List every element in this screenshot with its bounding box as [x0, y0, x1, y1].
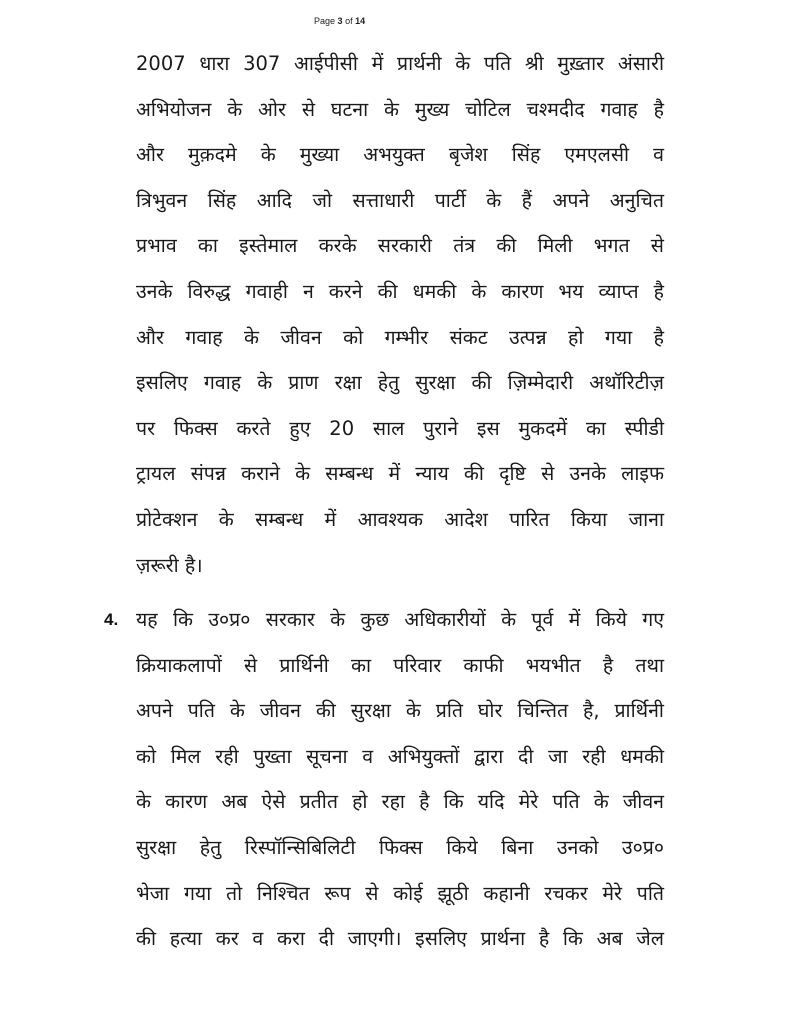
- text-line: अभियोजन के ओर से घटना के मुख्य चोटिल चश्मदीद गवाह है: [136, 97, 664, 121]
- text-line: इसलिए गवाह के प्राण रक्षा हेतु सुरक्षा की ज़िम्मेदारी अथॉरिटीज़: [136, 371, 664, 395]
- text-line: पर फिक्स करते हुए 20 साल पुराने इस मुकदमें का स्पीडी: [136, 416, 664, 440]
- text-line: सुरक्षा हेतु रिस्पॉन्सिबिलिटी फिक्स किये बिना उनको उ०प्र०: [136, 835, 664, 859]
- page-current: 3: [337, 16, 343, 26]
- text-line: के कारण अब ऐसे प्रतीत हो रहा है कि यदि मेरे पति के जीवन: [136, 790, 664, 814]
- list-item-number: 4.: [104, 610, 119, 629]
- text-line: यह कि उ०प्र० सरकार के कुछ अधिकारीयों के पूर्व में किये गए: [136, 608, 664, 631]
- text-line: की हत्या कर व करा दी जाएगी। इसलिए प्रार्थना है कि अब जेल: [136, 927, 664, 951]
- text-line: अपने पति के जीवन की सुरक्षा के प्रति घोर चिन्तित है, प्रार्थिनी: [136, 699, 664, 723]
- page-number: [314, 16, 365, 26]
- text-line: प्रोटेक्शन के सम्बन्ध में आवश्यक आदेश पारित किया जाना: [136, 507, 664, 531]
- text-line: प्रभाव का इस्तेमाल करके सरकारी तंत्र की मिली भगत से: [136, 234, 664, 258]
- text-line: और मुक़दमे के मुख्या अभयुक्त बृजेश सिंह एमएलसी व: [136, 143, 664, 167]
- page-of: of: [345, 16, 353, 26]
- text-line: त्रिभुवन सिंह आदि जो सत्ताधारी पार्टी के हैं अपने अनुचित: [136, 188, 664, 212]
- text-line: 2007 धारा 307 आईपीसी में प्रार्थनी के पति श्री मुख़्तार अंसारी: [136, 52, 664, 75]
- text-line: ज़रूरी है।: [136, 553, 203, 577]
- text-line: और गवाह के जीवन को गम्भीर संकट उत्पन्न हो गया है: [136, 325, 664, 349]
- page-total: 14: [355, 16, 366, 26]
- page-prefix: Page: [314, 16, 336, 26]
- text-line: भेजा गया तो निश्चित रूप से कोई झूठी कहानी रचकर मेरे पति: [136, 881, 664, 905]
- text-line: को मिल रही पुख्ता सूचना व अभियुक्तों द्वारा दी जा रही धमकी: [136, 744, 664, 768]
- paragraph-continued: [136, 41, 664, 588]
- paragraph-item-4: [136, 597, 664, 962]
- text-line: उनके विरुद्ध गवाही न करने की धमकी के कारण भय व्याप्त है: [136, 279, 664, 303]
- text-line: क्रियाकलापों से प्रार्थिनी का परिवार काफी भयभीत है तथा: [136, 653, 664, 677]
- text-line: ट्रायल संपन्न कराने के सम्बन्ध में न्याय की दृष्टि से उनके लाइफ: [136, 462, 664, 486]
